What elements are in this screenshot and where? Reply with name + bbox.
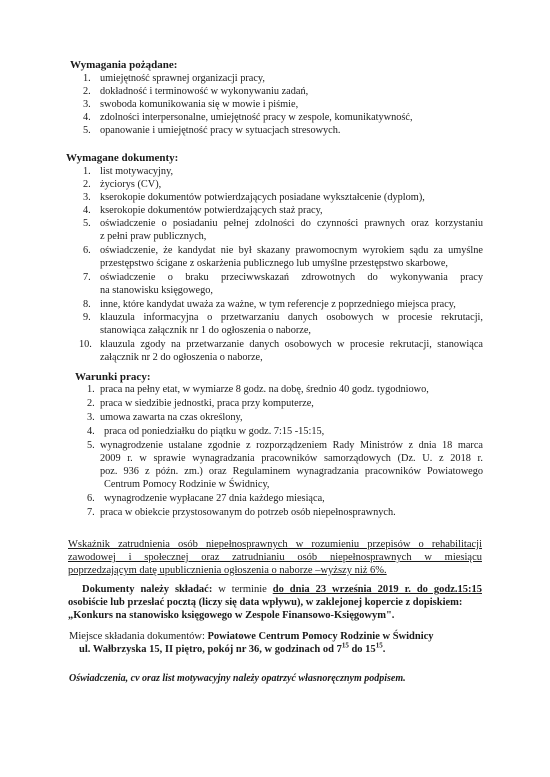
submission-paragraph: Dokumenty należy składać: w terminie do dnia 23 września 2019 r. do godz.15:15 osobiście lub przesłać pocztą (liczy się data wpływu), w zaklejonej kopercie z dopiskiem: „Konkurs na stanowisko księgowego w Zespole Finansowo-Księgowym". <box>68 584 482 621</box>
section-title-documents: Wymagane dokumenty: <box>66 152 179 164</box>
section-title-conditions: Warunki pracy: <box>75 371 151 383</box>
submission-place-paragraph: Miejsce składania dokumentów: Powiatowe Centrum Pomocy Rodzinie w Świdnicy ul. Wałbrzyska 15, II piętro, pokój nr 36, w godzinach od $7^{15}$ do $15^{15}$. <box>69 631 434 655</box>
document-page: Wymagania pożądane: 1. umiejętność sprawnej organizacji pracy, 2. dokładność i terminowość w wykonywaniu zadań, 3. swoboda komunikowania się w mowie i piśmie, 4. zdolności interpersonalne, umiejętność pracy w zespole, komunikatywność, 5. opanowanie i umiejętność pracy w sytuacjach stresowych. Wymagane dokumenty: 1. list motywacyjny, 2. życiorys (CV), 3. kserokopie dokumentów potwierdzających posiadane wykształcenie (dyplom), 4. kserokopie dokumentów potwierdzających staż pracy, 5. oświadczenie o posiadaniu pełnej zdolności do czynności prawnych oraz korzystaniu z pełni praw publicznych, 6. oświadczenie, że kandydat nie był skazany prawomocnym wyrokiem sądu za umyślne przestępstwo ścigane z oskarżenia publicznego lub umyślne przestępstwo skarbowe, 7. oświadczenie o braku przeciwwskazań zdrowotnych do wykonywania pracy na stanowisku księgowego, 8. inne, które kandydat uważa za ważne, w tym referencje z poprzedniego miejsca pracy, 9. klauzula informacyjna o przetwarzaniu danych osobowych w procesie rekrutacji, stanowiąca załącznik nr 1 do ogłoszenia o naborze, 10. klauzula zgody na przetwarzanie danych osobowych w procesie rekrutacji, stanowiąca załącznik nr 2 do ogłoszenia o naborze, Warunki pracy: 1. praca na pełny etat, w wymiarze 8 godz. na dobę, średnio 40 godz. tygodniowo, 2. praca w siedzibie jednostki, praca przy komputerze, 3. umowa zawarta na czas określony, 4. praca od poniedziałku do piątku w godz. 7:15 -15:15, 5. wynagrodzenie ustalane zgodnie z rozporządzeniem Rady Ministrów z dnia 18 marca 2009 r. w sprawie wynagradzania pracowników samorządowych (Dz. U. z 2018 r. poz. 936 z późn. zm.) oraz Regulaminem wynagradzania pracowników Powiatowego Centrum Pomocy Rodzinie w Świdnicy, 6. wynagrodzenie wypłacane 27 dnia każdego miesiąca, 7. praca w obiekcie przystosowanym do potrzeb osób niepełnosprawnych. Wskaźnik zatrudnienia osób niepełnosprawnych w rozumieniu przepisów o rehabilitacji zawodowej i społecznej oraz zatrudnianiu osób niepełnosprawnych w miesiącu poprzedzającym datę upublicznienia ogłoszenia o naborze –wyższy niż 6%. Dokumenty należy składać: w terminie do dnia 23 września 2019 r. do godz.15:15 osobiście lub przesłać pocztą (liczy się data wpływu), w zaklejonej kopercie z dopiskiem: „Konkurs na stanowisko księgowego w Zespole Finansowo-Księgowym". Miejsce składania dokumentów: Powiatowe Centrum Pomocy Rodzinie w Świdnicy ul. Wałbrzyska 15, II piętro, pokój nr 36, w godzinach od $7^{15}$ do $15^{15}$. Oświadczenia, cv oraz list motywacyjny należy opatrzyć własnoręcznym podpisem. <box>0 0 550 777</box>
employment-indicator-paragraph: Wskaźnik zatrudnienia osób niepełnosprawnych w rozumieniu przepisów o rehabilitacji zawodowej i społecznej oraz zatrudnianiu osób niepełnosprawnych w miesiącu poprzedzającym datę upublicznienia ogłoszenia o naborze –wyższy niż 6%. <box>68 539 482 576</box>
statement-note: Oświadczenia, cv oraz list motywacyjny należy opatrzyć własnoręcznym podpisem. <box>69 673 406 684</box>
section-title-desired: Wymagania pożądane: <box>70 59 178 71</box>
